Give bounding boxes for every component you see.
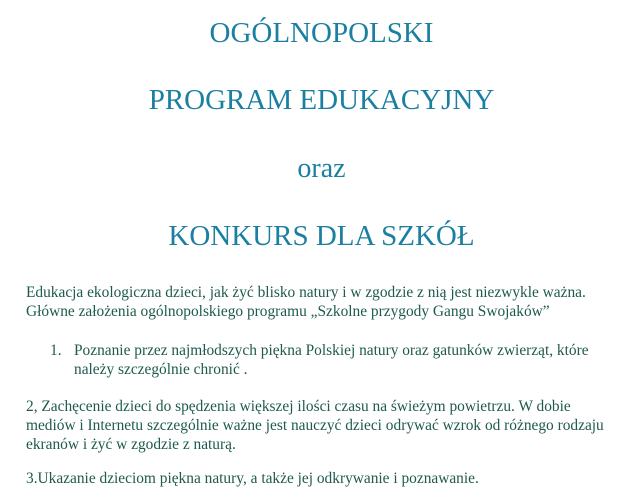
intro-paragraph (26, 283, 626, 321)
list-item-1-number: 1. (50, 342, 62, 359)
list-item-2-line-1: 2, Zachęcenie dzieci do spędzenia większej ilości czasu na świeżym powietrzu. W dobie (26, 398, 571, 415)
list-item-3 (26, 469, 626, 488)
heading-program-edukacyjny: PROGRAM EDUKACYJNY (148, 84, 495, 116)
list-item-3-line-1: 3.Ukazanie dzieciom piękna natury, a także jej odkrywanie i poznawanie. (26, 470, 479, 487)
list-item-1 (50, 341, 630, 379)
list-item-1-line-2: należy szczególnie chronić . (74, 361, 248, 378)
heading-oraz: oraz (297, 153, 346, 184)
intro-line-1: Edukacja ekologiczna dzieci, jak żyć blisko natury i w zgodzie z nią jest niezwykle ważna. (26, 284, 586, 301)
list-item-2-line-3: ekranów i żyć w zgodzie z naturą. (26, 436, 236, 453)
heading-ogolnopolski: OGÓLNOPOLSKI (209, 17, 434, 49)
list-item-1-line-1: Poznanie przez najmłodszych piękna Polskiej natury oraz gatunków zwierząt, które (74, 342, 589, 359)
list-item-2 (26, 397, 626, 454)
heading-konkurs: KONKURS DLA SZKÓŁ (168, 220, 475, 252)
list-item-2-line-2: mediów i Internetu szczególnie ważne jest nauczyć dzieci odrywać wzrok od różnego rodzaju (26, 417, 604, 434)
intro-line-2: Główne założenia ogólnopolskiego programu „Szkolne przygody Gangu Swojaków” (26, 303, 550, 320)
